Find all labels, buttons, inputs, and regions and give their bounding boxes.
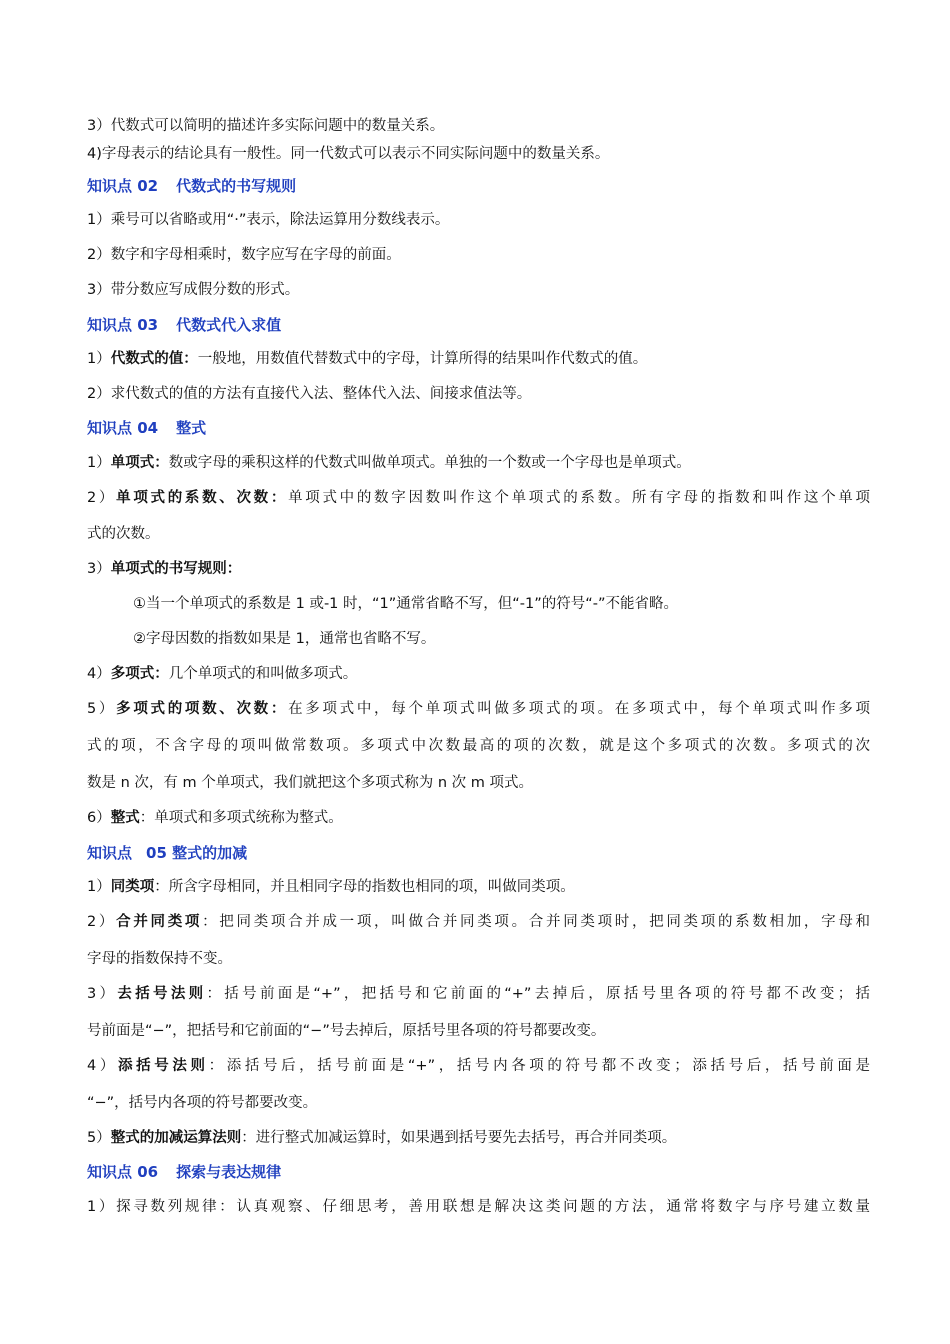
paragraph: 4）添括号法则：添括号后，括号前面是“+”，括号内各项的符号都不改变；添括号后，括号前面是	[87, 1058, 870, 1074]
paragraph: 号前面是“−”，把括号和它前面的“−”号去掉后，原括号里各项的符号都要改变。	[87, 1023, 606, 1039]
paragraph: 1）探寻数列规律：认真观察、仔细思考，善用联想是解决这类问题的方法，通常将数字与序号建立数量	[87, 1199, 870, 1215]
paragraph: 2）数字和字母相乘时，数字应写在字母的前面。	[87, 247, 401, 263]
paragraph: 1）同类项：所含字母相同，并且相同字母的指数也相同的项，叫做同类项。	[87, 879, 575, 895]
paragraph: 2）合并同类项：把同类项合并成一项，叫做合并同类项。合并同类项时，把同类项的系数相加，字母和	[87, 914, 871, 930]
section-heading: 知识点 06 探索与表达规律	[87, 1163, 282, 1181]
paragraph: 3）带分数应写成假分数的形式。	[87, 282, 300, 298]
paragraph: 1）乘号可以省略或用“·”表示，除法运算用分数线表示。	[87, 212, 450, 228]
paragraph: 5）整式的加减运算法则：进行整式加减运算时，如果遇到括号要先去括号，再合并同类项。	[87, 1130, 677, 1146]
paragraph: 字母的指数保持不变。	[87, 951, 232, 967]
list-item: ②字母因数的指数如果是 1，通常也省略不写。	[133, 631, 436, 647]
list-item: ①当一个单项式的系数是 1 或-1 时，“1”通常省略不写，但“-1”的符号“-”不能省略。	[133, 596, 678, 612]
paragraph: 3）去括号法则：括号前面是“+”，把括号和它前面的“+”去掉后，原括号里各项的符号都不改变；括	[87, 986, 871, 1002]
paragraph: 3）代数式可以简明的描述许多实际问题中的数量关系。	[87, 118, 445, 134]
paragraph: 4）多项式：几个单项式的和叫做多项式。	[87, 666, 358, 682]
paragraph: 6）整式：单项式和多项式统称为整式。	[87, 810, 343, 826]
paragraph: 2）求代数式的值的方法有直接代入法、整体代入法、间接求值法等。	[87, 386, 532, 402]
paragraph: 式的项，不含字母的项叫做常数项。多项式中次数最高的项的次数，就是这个多项式的次数。多项式的次	[87, 738, 870, 754]
section-heading: 知识点 02 代数式的书写规则	[87, 177, 297, 195]
paragraph: 式的次数。	[87, 526, 160, 542]
section-heading: 知识点 04 整式	[87, 419, 207, 437]
paragraph: 数是 n 次，有 m 个单项式，我们就把这个多项式称为 n 次 m 项式。	[87, 775, 534, 791]
paragraph: 5）多项式的项数、次数：在多项式中，每个单项式叫做多项式的项。在多项式中，每个单项式叫作多项	[87, 701, 871, 717]
paragraph: 1）代数式的值：一般地，用数值代替数式中的字母，计算所得的结果叫作代数式的值。	[87, 351, 648, 367]
paragraph: 2）单项式的系数、次数：单项式中的数字因数叫作这个单项式的系数。所有字母的指数和叫作这个单项	[87, 490, 871, 506]
paragraph: 1）单项式：数或字母的乘积这样的代数式叫做单项式。单独的一个数或一个字母也是单项式。	[87, 455, 691, 471]
paragraph: 3）单项式的书写规则：	[87, 561, 242, 577]
section-heading: 知识点 05 整式的加减	[87, 844, 248, 862]
section-heading: 知识点 03 代数式代入求值	[87, 316, 282, 334]
paragraph: “−”，括号内各项的符号都要改变。	[87, 1095, 318, 1111]
paragraph: 4)字母表示的结论具有一般性。同一代数式可以表示不同实际问题中的数量关系。	[87, 146, 610, 162]
